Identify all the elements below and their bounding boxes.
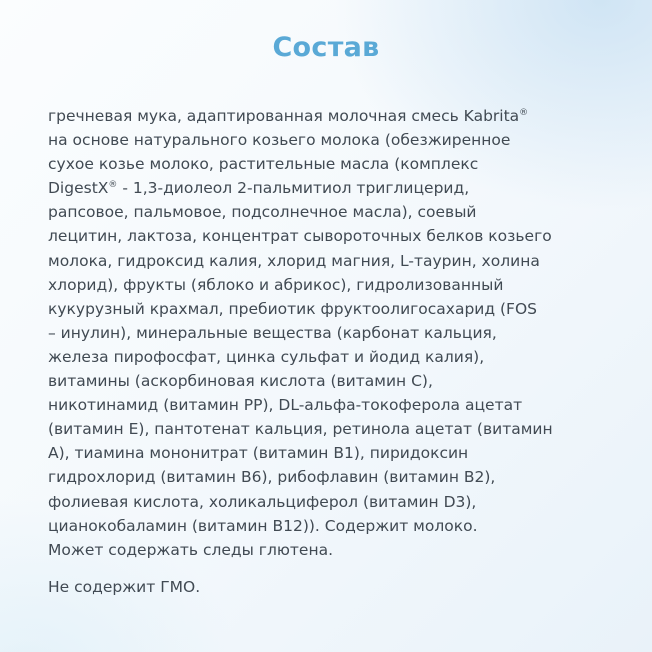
composition-line: [48, 465, 612, 489]
composition-line-text: цианокобаламин (витамин В12)). Содержит молоко.: [48, 516, 478, 535]
composition-line: [48, 321, 612, 345]
composition-line-text: на основе натурального козьего молока (обезжиренное: [48, 131, 511, 150]
composition-line-text: сухое козье молоко, растительные масла (комплекс: [48, 155, 479, 174]
composition-line: [48, 128, 612, 152]
composition-line-text: молока, гидроксид калия, хлорид магния, L-таурин, холина: [48, 251, 540, 270]
composition-line: [48, 369, 612, 393]
composition-line: [48, 417, 612, 441]
composition-line: [48, 514, 612, 538]
composition-line-text: (витамин Е), пантотенат кальция, ретинола ацетат (витамин: [48, 420, 553, 439]
composition-line-text: рапсовое, пальмовое, подсолнечное масла), соевый: [48, 203, 477, 222]
composition-line: [48, 393, 612, 417]
composition-line: [48, 441, 612, 465]
composition-line: [48, 176, 612, 200]
composition-line-text: лецитин, лактоза, концентрат сывороточных белков козьего: [48, 227, 552, 246]
composition-line-tail: - 1,3-диолеол 2-пальмитиол триглицерид,: [117, 179, 470, 198]
composition-line-text: железа пирофосфат, цинка сульфат и йодид калия),: [48, 347, 485, 366]
gmo-note: Не содержит ГМО.: [48, 577, 201, 596]
composition-line: [48, 490, 612, 514]
composition-line-text: А), тиамина мононитрат (витамин В1), пиридоксин: [48, 444, 469, 463]
composition-line: [48, 104, 612, 128]
composition-line: [48, 224, 612, 248]
page-title: Состав: [272, 32, 380, 63]
composition-line-text: кукурузный крахмал, пребиотик фруктоолигосахарид (FOS: [48, 299, 538, 318]
composition-line-text: гидрохлорид (витамин В6), рибофлавин (витамин В2),: [48, 468, 496, 487]
composition-line-text: Может содержать следы глютена.: [48, 540, 334, 559]
registered-mark: ®: [108, 180, 118, 191]
composition-line: [48, 249, 612, 273]
composition-line-text: – инулин), минеральные вещества (карбонат кальция,: [48, 323, 497, 342]
composition-line-text: DigestX: [48, 179, 109, 198]
composition-line-text: никотинамид (витамин РР), DL-альфа-токоферола ацетат: [48, 396, 523, 415]
composition-line: [48, 152, 612, 176]
composition-line: [48, 345, 612, 369]
composition-line: [48, 273, 612, 297]
composition-line-text: витамины (аскорбиновая кислота (витамин С),: [48, 372, 433, 391]
composition-text: [48, 104, 612, 599]
composition-line: [48, 538, 612, 562]
registered-mark: ®: [519, 108, 529, 118]
composition-line-text: хлорид), фрукты (яблоко и абрикос), гидролизованный: [48, 275, 504, 294]
composition-line-text: гречневая мука, адаптированная молочная смесь Kabrita: [48, 107, 520, 125]
composition-line: [48, 297, 612, 321]
composition-line-text: фолиевая кислота, холикальциферол (витамин D3),: [48, 492, 477, 511]
composition-line: [48, 200, 612, 224]
